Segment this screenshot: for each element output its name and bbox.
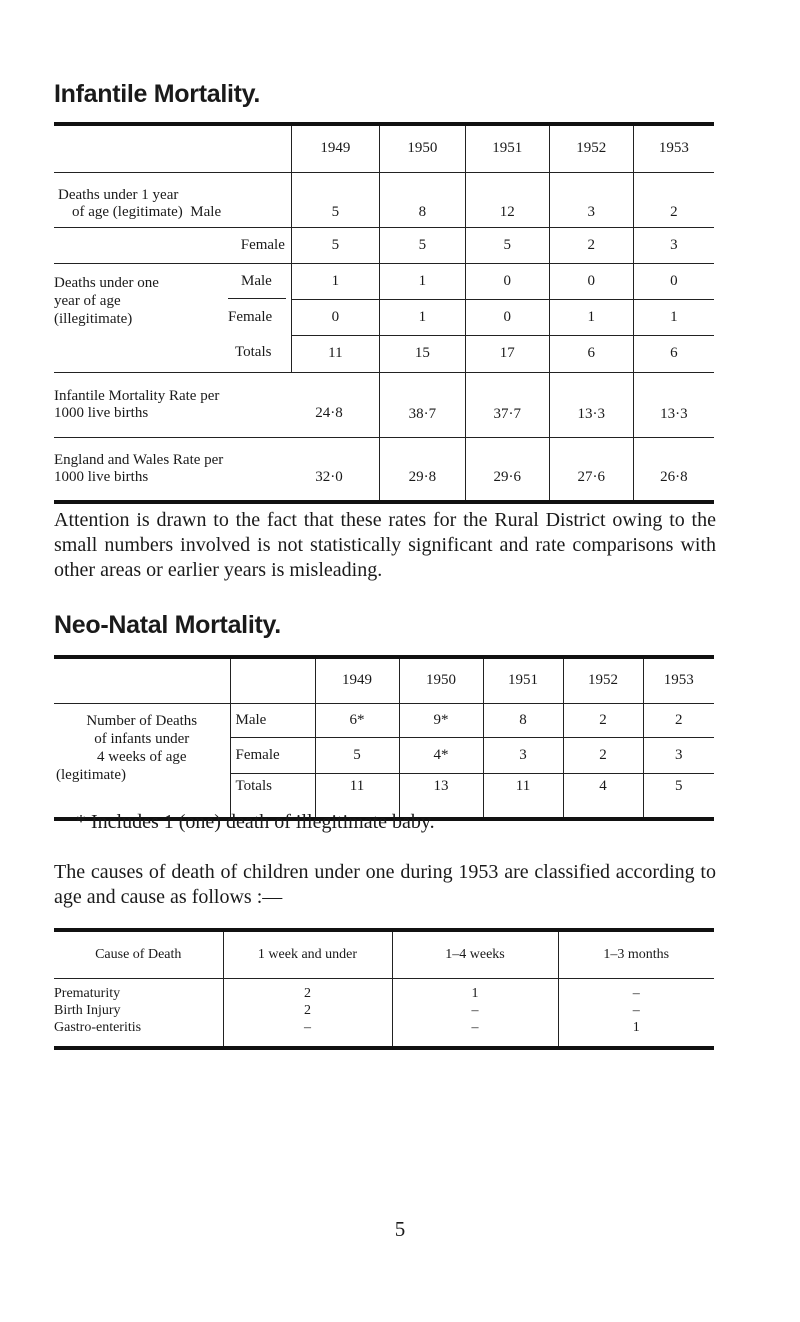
month3-values: – – 1: [558, 978, 714, 1048]
cell: 8: [483, 703, 563, 737]
infantile-mortality-title: Infantile Mortality.: [54, 80, 261, 108]
year-header: 1949: [291, 124, 379, 172]
cell: 3: [643, 737, 714, 773]
cell: 4*: [399, 737, 483, 773]
cause-list: Prematurity Birth Injury Gastro-enteritis: [54, 978, 223, 1048]
cell: 3: [549, 172, 633, 227]
year-header: 1953: [643, 657, 714, 703]
cell: 0: [549, 263, 633, 299]
infantile-mortality-table: [54, 122, 714, 504]
table-row: [54, 172, 714, 227]
cell: 17: [465, 336, 549, 372]
table-row: [54, 227, 714, 263]
neonatal-mortality-table: [54, 655, 714, 821]
cell: 11: [315, 773, 399, 819]
neonatal-mortality-title: Neo-Natal Mortality.: [54, 611, 281, 639]
causes-intro-paragraph: The causes of death of children under one during 1953 are classified according to age and cause as follows :—: [54, 861, 716, 908]
cell: 3: [483, 737, 563, 773]
page-number: 5: [394, 1217, 406, 1241]
header-row: [54, 930, 714, 978]
cell: 5: [291, 172, 379, 227]
row-label: Female: [54, 227, 291, 263]
cell: 2: [563, 703, 643, 737]
cell: 38·7: [379, 372, 465, 437]
row-label: England and Wales Rate per 1000 live births 32·0: [54, 437, 379, 502]
cell: 1: [379, 299, 465, 335]
sex-label: Totals: [230, 773, 315, 819]
cell: 8: [379, 172, 465, 227]
year-header: 1951: [465, 124, 549, 172]
row-label: Infantile Mortality Rate per 1000 live births 24·8: [54, 372, 379, 437]
cell: 6: [549, 336, 633, 372]
cell: 0: [465, 299, 549, 335]
cell: 2: [549, 227, 633, 263]
cell: 13·3: [633, 372, 714, 437]
row-label: Deaths under 1 year of age (legitimate) Male: [54, 172, 291, 227]
table-row: [54, 372, 714, 437]
column-header: 1–3 months: [558, 930, 714, 978]
sex-label: Male: [230, 703, 315, 737]
cell: 0: [291, 299, 379, 335]
cell: 5: [643, 773, 714, 819]
table-row: [54, 703, 714, 737]
week4-values: 1 – –: [392, 978, 558, 1048]
cell: 0: [465, 263, 549, 299]
cell: 27·6: [549, 437, 633, 502]
table-row: [54, 437, 714, 502]
footnote: * Includes 1 (one) death of illegitimate baby.: [76, 811, 435, 833]
cell: 32·0: [315, 468, 343, 485]
cell: 4: [563, 773, 643, 819]
column-header: 1 week and under: [223, 930, 392, 978]
cell: 1: [291, 263, 379, 299]
causes-of-death-table: [54, 928, 714, 1050]
cell: 12: [465, 172, 549, 227]
header-row: [54, 124, 714, 172]
attention-paragraph: Attention is drawn to the fact that these rates for the Rural District owing to the small numbers involved is not statistically significant and rate comparisons with other areas or earlier years is misleading.: [54, 509, 716, 581]
cell: 26·8: [633, 437, 714, 502]
cell: 3: [633, 227, 714, 263]
year-header: 1952: [563, 657, 643, 703]
cell: 9*: [399, 703, 483, 737]
year-header: 1949: [315, 657, 399, 703]
cell: 15: [379, 336, 465, 372]
cell: 1: [379, 263, 465, 299]
cell: 1: [633, 299, 714, 335]
year-header: 1950: [399, 657, 483, 703]
table-row: [54, 263, 714, 299]
cell: 2: [643, 703, 714, 737]
cell: 1: [549, 299, 633, 335]
row-label: Deaths under one year of age (illegitimate) Male Female Totals: [54, 263, 291, 372]
week1-values: 2 2 –: [223, 978, 392, 1048]
cell: 13: [399, 773, 483, 819]
cell: 0: [633, 263, 714, 299]
cell: 2: [633, 172, 714, 227]
sex-label: Female: [230, 737, 315, 773]
cell: 5: [379, 227, 465, 263]
year-header: 1950: [379, 124, 465, 172]
cell: 6: [633, 336, 714, 372]
cell: 2: [563, 737, 643, 773]
cell: 11: [483, 773, 563, 819]
cell: 13·3: [549, 372, 633, 437]
cell: 24·8: [315, 404, 343, 421]
header-row: [54, 657, 714, 703]
year-header: 1953: [633, 124, 714, 172]
cell: 29·6: [465, 437, 549, 502]
year-header: 1952: [549, 124, 633, 172]
cell: 37·7: [465, 372, 549, 437]
row-label: Number of Deaths of infants under 4 weeks of age (legitimate): [54, 703, 230, 819]
column-header: Cause of Death: [54, 930, 223, 978]
column-header: 1–4 weeks: [392, 930, 558, 978]
cell: 11: [291, 336, 379, 372]
year-header: 1951: [483, 657, 563, 703]
cell: 5: [291, 227, 379, 263]
cell: 5: [315, 737, 399, 773]
cell: 6*: [315, 703, 399, 737]
table-row: [54, 978, 714, 1048]
cell: 29·8: [379, 437, 465, 502]
cell: 5: [465, 227, 549, 263]
